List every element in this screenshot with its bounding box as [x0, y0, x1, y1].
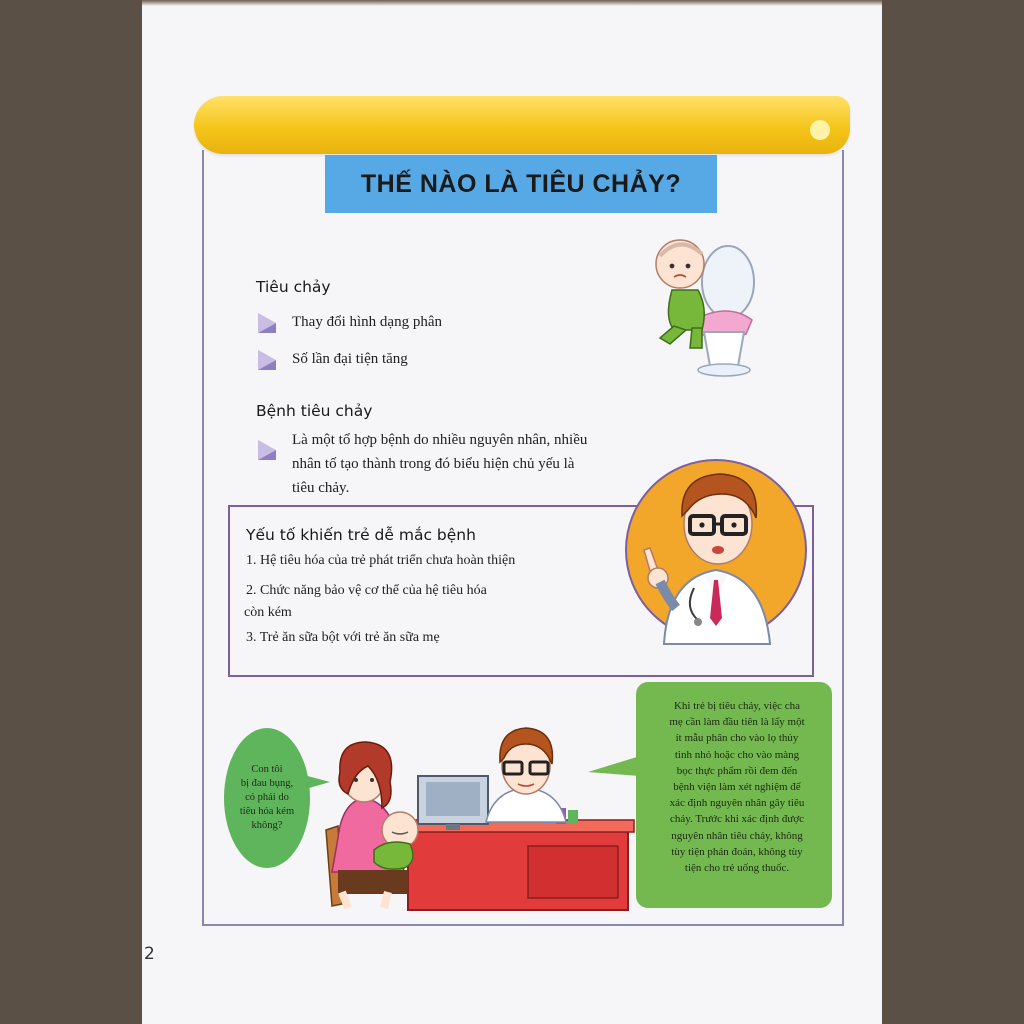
ribbon-dot: [810, 120, 830, 140]
page-number: 2: [144, 944, 155, 964]
doctor-portrait-illustration: [624, 458, 808, 648]
risk-factor-item: 1. Hệ tiêu hóa của trẻ phát triển chưa hoàn thiện: [246, 553, 516, 568]
risk-factor-item: còn kém: [244, 605, 292, 620]
bullet-text-line: tiêu chảy.: [292, 480, 350, 496]
speech-line: bị đau bụng,: [240, 778, 294, 789]
bullet-triangle-icon: [258, 313, 276, 333]
risk-factors-title: Yếu tố khiến trẻ dễ mắc bệnh: [246, 526, 476, 544]
bullet-triangle-icon: [258, 440, 276, 460]
bullet-triangle-icon: [258, 350, 276, 370]
header-ribbon: [194, 96, 850, 154]
advice-line: tiện cho trẻ uống thuốc.: [684, 862, 790, 875]
page-edge-shadow: [142, 0, 882, 6]
advice-line: xác định nguyên nhân gây tiêu: [669, 797, 805, 810]
section-heading-diarrhea-disease: Bệnh tiêu chảy: [256, 402, 373, 420]
mother-speech-bubble: [224, 728, 310, 868]
bullet-text: Số lần đại tiện tăng: [292, 351, 408, 367]
speech-line: Con tôi: [251, 764, 283, 775]
speech-line: tiêu hóa kém: [239, 806, 295, 817]
bullet-text-line: nhân tố tạo thành trong đó biểu hiện chủ yếu là: [292, 456, 575, 472]
speech-line: không?: [251, 820, 283, 831]
advice-line: chảy. Trước khi xác định được: [669, 813, 805, 826]
bullet-text-line: Là một tổ hợp bệnh do nhiều nguyên nhân, nhiều: [292, 432, 588, 448]
advice-line: tinh nhỏ hoặc cho vào màng: [674, 748, 800, 761]
advice-line: Khi trẻ bị tiêu chảy, việc cha: [673, 700, 801, 712]
advice-line: tùy tiện phán đoán, không tùy: [671, 845, 803, 858]
advice-line: bệnh viện làm xét nghiệm để: [673, 781, 801, 794]
clinic-scene-illustration: [318, 722, 636, 912]
speech-line: có phải do: [245, 792, 289, 803]
risk-factor-item: 2. Chức năng bảo vệ cơ thể của hệ tiêu hóa: [246, 583, 487, 598]
doctor-advice-text: [648, 698, 826, 876]
risk-factor-item: 3. Trẻ ăn sữa bột với trẻ ăn sữa mẹ: [246, 630, 440, 645]
bullet-text: Thay đổi hình dạng phân: [292, 314, 442, 330]
advice-line: nguyên nhân tiêu chảy, không: [671, 829, 803, 842]
baby-on-potty-illustration: [646, 232, 758, 380]
advice-line: mẹ cần làm đầu tiên là lấy một: [669, 716, 805, 729]
advice-line: bọc thực phẩm rồi đem đến: [676, 764, 798, 777]
section-heading-diarrhea: Tiêu chảy: [256, 278, 331, 296]
advice-line: ít mẫu phân cho vào lọ thủy: [675, 732, 799, 745]
page-title: THẾ NÀO LÀ TIÊU CHẢY?: [325, 155, 717, 213]
speech-bubble-tail: [588, 754, 640, 778]
